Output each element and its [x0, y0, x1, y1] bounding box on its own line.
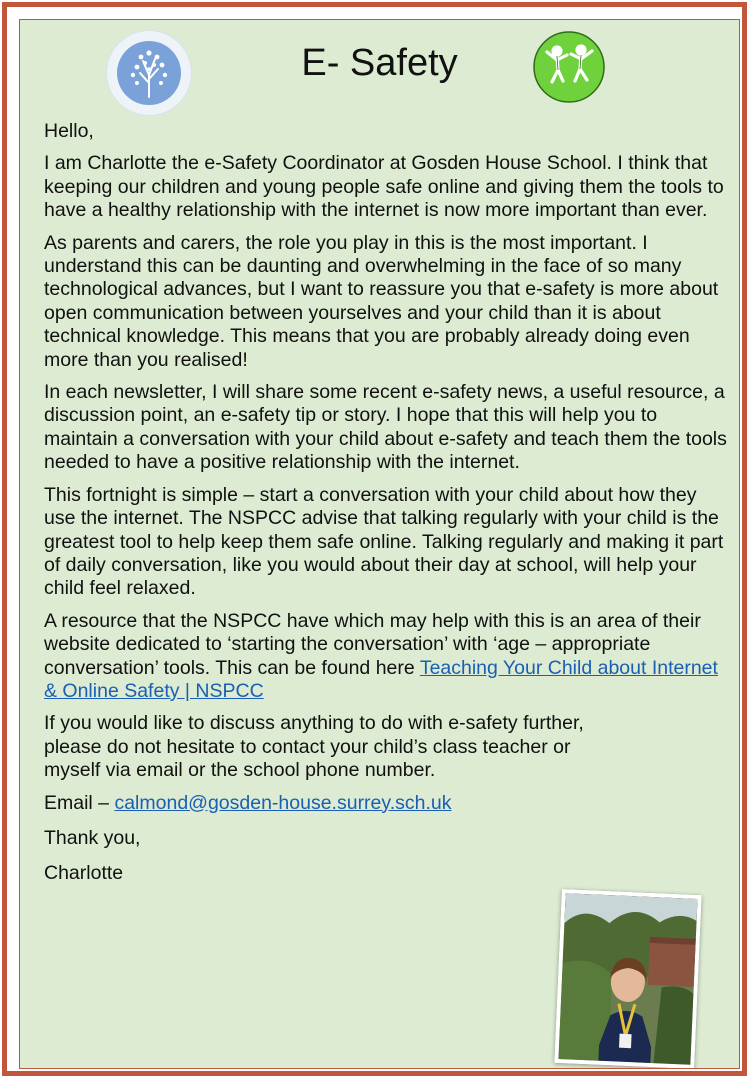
coordinator-photo — [554, 889, 701, 1069]
email-link[interactable]: calmond@gosden-house.surrey.sch.uk — [114, 791, 452, 814]
page-outer-border — [2, 2, 747, 1076]
thanks: Thank you, — [44, 826, 141, 849]
paragraph-intro: I am Charlotte the e-Safety Coordinator at Gosden House School. I think that keeping our children and young people safe online and giving them the tools to have a healthy relationship with the internet is now more important than ever. — [44, 152, 724, 222]
newsletter-panel — [19, 19, 740, 1069]
nspcc-resource-link[interactable]: Teaching Your Child about Internet & Online Safety | NSPCC — [44, 656, 718, 702]
paragraph-newsletter: In each newsletter, I will share some recent e-safety news, a useful resource, a discussion point, an e-safety tip or story. I hope that this will help you to maintain a conversation with your child about e-safety and teach them the tools needed to have a positive relationship with the internet. — [44, 381, 727, 474]
signature: Charlotte — [44, 862, 124, 885]
dancing-children-logo-icon — [532, 30, 606, 104]
greeting: Hello, — [44, 120, 94, 142]
paragraph-fortnight: This fortnight is simple – start a conversation with your child about how they use the internet. The NSPCC advise that talking regularly with your child is the greatest tool to help keep them safe online. Talking regularly and making it part of daily conversation, like you would about their day at school, will help your child feel relaxed. — [44, 483, 724, 600]
paragraph-resource — [44, 610, 728, 704]
email-label: Email – — [44, 791, 110, 814]
letter-body — [44, 120, 728, 895]
email-line — [44, 792, 728, 815]
paragraph-parents: As parents and carers, the role you play in this is the most important. I understand this can be daunting and overwhelming in the face of so many technological advances, but I want to reassure you that e-safety is more about open communication between yourselves and your child than it is about technical knowledge. This means that you are probably already doing even more than you realised! — [44, 231, 719, 371]
resource-text: A resource that the NSPCC have which may help with this is an area of their website dedicated to ‘starting the conversation’ with ‘age – appropriate conversation’ tools. This can be found here — [44, 609, 701, 679]
paragraph-contact: If you would like to discuss anything to do with e-safety further, please do not hesitate to contact your child’s class teacher or myself via email or the school phone number. — [44, 712, 584, 782]
page-title: E- Safety — [301, 42, 458, 84]
